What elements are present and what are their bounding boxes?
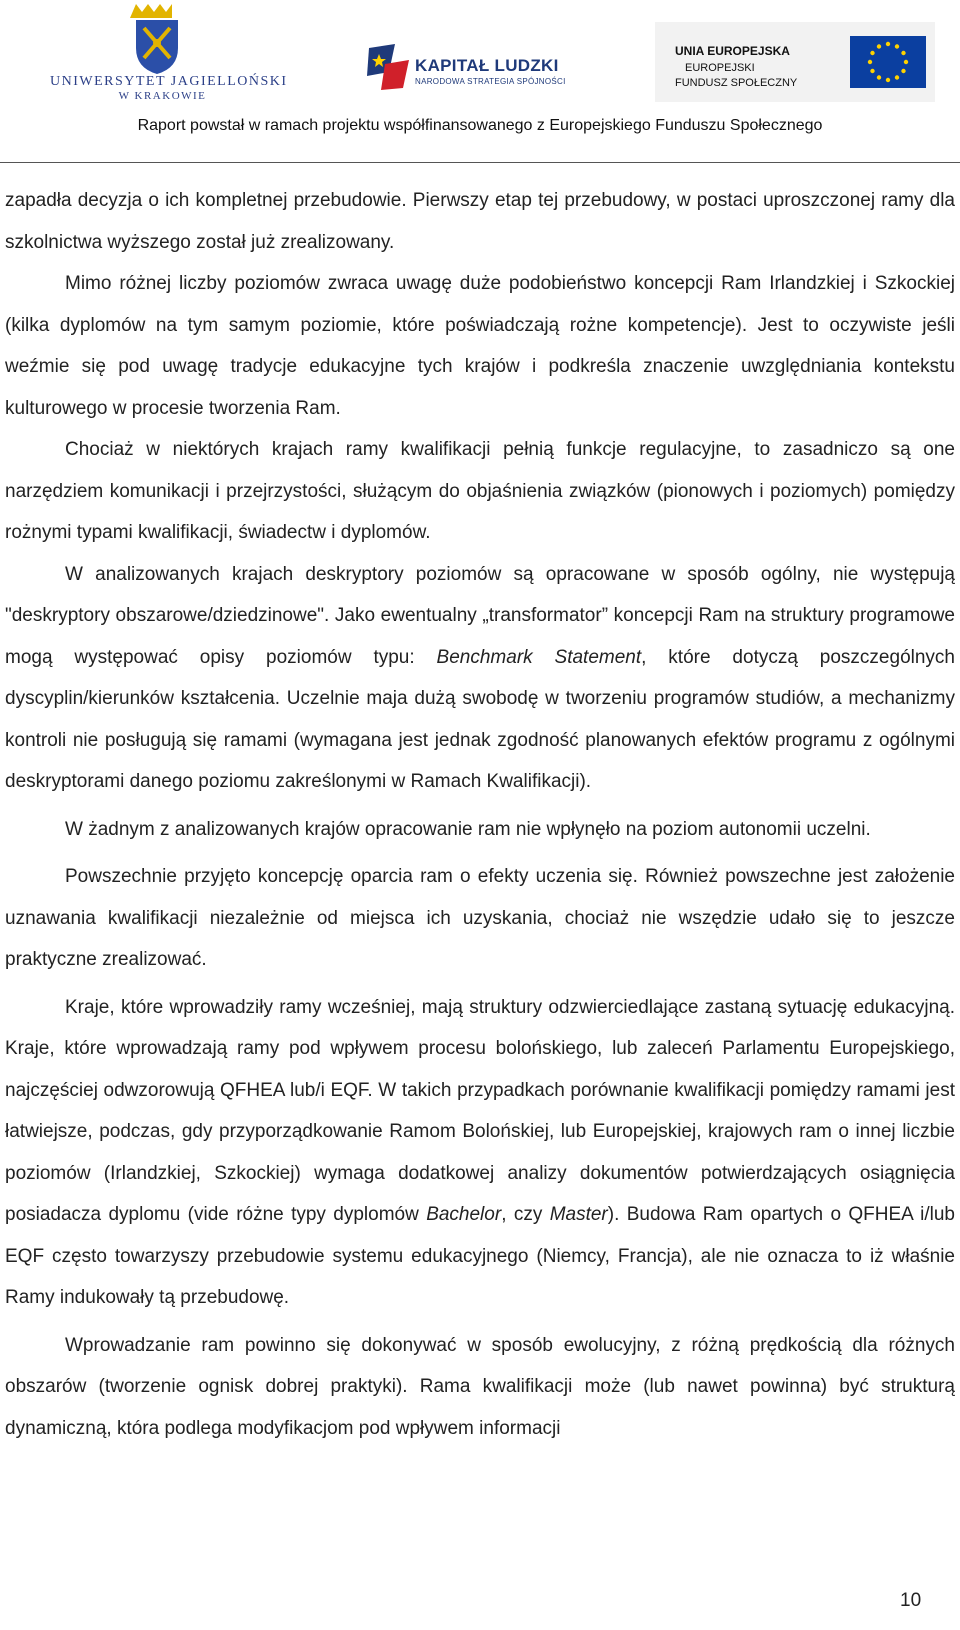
- paragraph-2: Mimo różnej liczby poziomów zwraca uwagę duże podobieństwo koncepcji Ram Irlandzkiej i Szkockiej (kilka dyplomów na tym samym poziomie, które poświadczają rożne kompetencje). Jest to oczywiste jeśli weźmie się pod uwagę tradycje edukacyjne tych krajów i podkreśla znaczenie uwzględniania kontekstu kulturowego w procesie tworzenia Ram.: [5, 273, 955, 419]
- paragraph-4-text-a: W analizowanych krajach deskryptory poziomów są opracowane w sposób ogólny, nie występują "deskryptory obszarowe/dziedzinowe". Jako ewentualny „transformator” koncepcji Ram na struktury programowe mogą występować opisy poziomów typu:: [5, 563, 955, 668]
- page-header: [0, 0, 960, 140]
- kapital-ludzki-logo: [365, 42, 615, 92]
- paragraph-5: W żadnym z analizowanych krajów opracowanie ram nie wpłynęło na poziom autonomii uczelni.: [65, 818, 871, 840]
- document-body: [5, 180, 955, 1449]
- kapital-ludzki-title: KAPITAŁ LUDZKI: [415, 56, 559, 75]
- paragraph-6: Powszechnie przyjęto koncepcję oparcia ram o efekty uczenia się. Również powszechne jest założenie uznawania kwalifikacji niezależnie od miejsca ich uzyskania, chociaż nie wszędzie udało się to jeszcze praktyczne zrealizować.: [5, 866, 955, 970]
- paragraph-7-text-mid: , czy: [501, 1204, 550, 1225]
- crest-icon: [40, 2, 280, 74]
- paragraph-3: Chociaż w niektórych krajach ramy kwalifikacji pełnią funkcje regulacyjne, to zasadniczo są one narzędziem komunikacji i przejrzystości, służącym do objaśnienia związków (pionowych i poziomych) pomiędzy rożnymi typami kwalifikacji, świadectw i dyplomów.: [5, 439, 955, 543]
- paragraph-7-text-b: ). Budowa Ram opartych o QFHEA i/lub EQF często towarzyszy przebudowie systemu edukacyjnego (Niemcy, Francja), ale nie oznacza to iż właśnie Ramy indukowały tą przebudowę.: [5, 1204, 955, 1308]
- university-name: UNIWERSYTET JAGIELLOŃSKI: [50, 74, 288, 89]
- page-number: 10: [900, 1590, 922, 1611]
- eu-fund-label-1: EUROPEJSKI: [685, 62, 755, 74]
- funding-caption: Raport powstał w ramach projektu współfinansowanego z Europejskiego Funduszu Społecznego: [137, 117, 823, 134]
- paragraph-8: Wprowadzanie ram powinno się dokonywać w sposób ewolucyjny, z różną prędkością dla różnych obszarów (tworzenie ognisk dobrej praktyki). Rama kwalifikacji może (lub nawet powinna) być strukturą dynamiczną, która podlega modyfikacjom pod wpływem informacji: [5, 1334, 955, 1439]
- paragraph-4: [5, 554, 955, 803]
- eu-fund-label-2: FUNDUSZ SPOŁECZNY: [675, 77, 798, 89]
- paragraph-7-italic-1: Bachelor: [426, 1204, 502, 1225]
- paragraph-7-text-a: Kraje, które wprowadziły ramy wcześniej, mają struktury odzwierciedlające zastaną sytuację edukacyjną. Kraje, które wprowadzają ramy pod wpływem procesu bolońskiego, lub zaleceń Parlamentu Europejskiego, najczęściej odwzorowują QFHEA lub/i EQF. W takich przypadkach porównanie kwalifikacji pomiędzy ramami jest łatwiejsze, podczas, gdy przyporządkowanie Ramom Bolońskiej, lub Europejskiej, krajowych ram o innej liczbie poziomów (Irlandzkiej, Szkockiej) wymaga dodatkowej analizy dokumentów potwierdzających osiągnięcia posiadacza dyplomu (vide różne typy dyplomów: [5, 996, 955, 1225]
- paragraph-4-text-b: , które dotyczą poszczególnych dyscyplin/kierunków kształcenia. Uczelnie maja dużą swobodę w tworzeniu programów studiów, a mechanizmy kontroli nie posługują się ramami (wymagana jest jednak zgodność planowanych efektów programu z ogólnymi deskryptorami danego poziomu zakreślonymi w Ramach Kwalifikacji).: [5, 646, 955, 792]
- paragraph-7-italic-2: Master: [549, 1204, 608, 1225]
- header-divider: [0, 162, 960, 163]
- eu-union-label: UNIA EUROPEJSKA: [675, 44, 790, 58]
- kapital-ludzki-subtitle: NARODOWA STRATEGIA SPÓJNOŚCI: [415, 77, 566, 86]
- university-logo: [40, 2, 288, 102]
- paragraph-7: [5, 987, 955, 1319]
- paragraph-1: zapadła decyzja o ich kompletnej przebudowie. Pierwszy etap tej przebudowy, w postaci uproszczonej ramy dla szkolnictwa wyższego został już zrealizowany.: [5, 190, 955, 253]
- kapital-ludzki-emblem-icon: [365, 42, 411, 92]
- eu-logo: [655, 22, 935, 102]
- university-city: W KRAKOWIE: [118, 90, 207, 102]
- paragraph-4-italic: Benchmark Statement: [436, 646, 642, 668]
- eu-flag-icon: [850, 36, 926, 88]
